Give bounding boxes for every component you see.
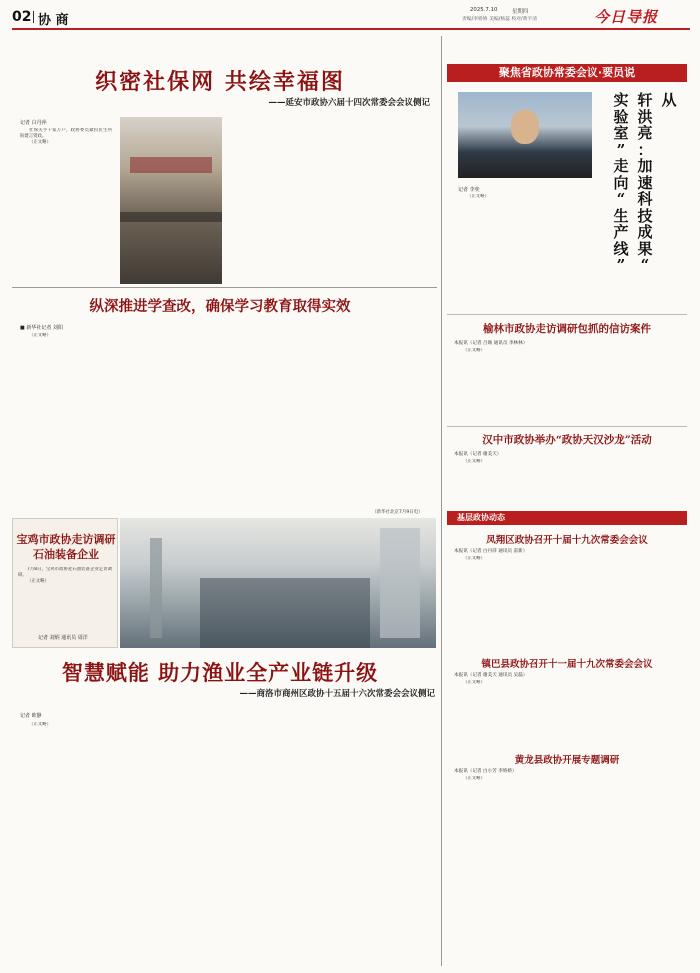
title-char: 速 [637, 173, 653, 192]
title-char: ： [637, 140, 653, 159]
lead-body-col3 [318, 117, 432, 287]
edition-date: 2025.7.10 [470, 7, 498, 13]
column-vertical-title [606, 92, 686, 287]
title-char: 室 [613, 124, 629, 142]
title-char: 产 [613, 223, 629, 241]
story-body-col4 [324, 333, 432, 493]
lead-subheadline: ——延安市政协六届十四次常委会会议侧记 [268, 98, 430, 108]
grassroots-body [454, 776, 682, 966]
grassroots-paragraph: （正文略） [463, 680, 485, 685]
news-body [454, 459, 682, 509]
grassroots-body [454, 680, 682, 752]
page-number: 02 [12, 9, 32, 25]
news-body [454, 348, 682, 422]
news-paragraph: （正文略） [463, 348, 485, 353]
grassroots-headline: 镇巴县政协召开十一届十九次常委会会议 [481, 659, 653, 670]
title-char: 成 [637, 223, 653, 241]
grassroots-byline: 本报讯（记者 白小芳 李娇娇） [454, 769, 517, 774]
section-divider [12, 287, 437, 288]
feature-paragraph: （正文略） [27, 579, 49, 585]
news-byline: 本报讯（记者 吕旸 通讯员 李林林） [454, 341, 528, 346]
lead-paragraph: （正文略） [29, 140, 51, 146]
lead-photo-meeting [120, 117, 222, 284]
story-body-col1 [20, 333, 112, 493]
column-body [458, 194, 598, 307]
title-char: 实 [613, 91, 629, 109]
section-title: 协 商 [38, 13, 69, 28]
masthead-divider [33, 11, 34, 23]
title-char: 验 [613, 107, 629, 126]
right-col-rule [447, 314, 687, 315]
lead-headline: 织密社保网 共绘幸福图 [95, 69, 345, 95]
feature-headline: 宝鸡市政协走访调研石油装备企业 [16, 533, 116, 561]
title-char: ” [616, 256, 626, 274]
title-char: 洪 [637, 107, 653, 126]
grassroots-headline: 黄龙县政协开展专题调研 [514, 755, 620, 766]
bottom-paragraph: （正文略） [29, 722, 51, 727]
grassroots-headline: 凤翔区政协召开十届十九次常委会会议 [486, 535, 648, 546]
news-headline: 汉中市政协举办“政协天汉沙龙”活动 [482, 434, 652, 446]
bottom-subheadline: ——商洛市商州区政协十五届十六次常委会会议侧记 [239, 689, 435, 699]
title-char: ” [616, 140, 626, 159]
grassroots-paragraph: （正文略） [463, 776, 485, 781]
title-char: 科 [637, 190, 653, 208]
grassroots-banner: 基层政协动态 [447, 511, 687, 525]
bottom-headline: 智慧赋能 助力渔业全产业链升级 [61, 660, 379, 685]
column-paragraph: （正文略） [467, 194, 489, 199]
lead-paragraph: 社保关乎千家万户，政协委员紧扣民生所盼建言资政。 [20, 128, 112, 140]
bottom-body-col2 [120, 712, 220, 967]
grassroots-body [454, 556, 682, 652]
title-char: 生 [613, 206, 629, 225]
grassroots-byline: 本报讯（记者 谢美天 通讯员 吴磊） [454, 673, 528, 678]
title-char: 走 [613, 157, 629, 175]
title-char: 线 [613, 239, 629, 258]
right-col-rule [447, 426, 687, 427]
title-char: 亮 [637, 124, 653, 142]
news-headline: 榆林市政协走访调研包抓的信访案件 [483, 323, 651, 335]
masthead-rule [12, 28, 690, 30]
story-source: （新华社北京7月9日电） [372, 510, 423, 515]
title-char: 技 [637, 206, 653, 225]
edition-weekday: 星期四 [512, 9, 529, 15]
bottom-body-col1 [20, 722, 116, 967]
title-char: 向 [613, 173, 629, 192]
lead-body-col2 [226, 117, 314, 287]
grassroots-byline: 本报讯（记者 白丹萍 通讯员 雷新） [454, 549, 528, 554]
feature-paragraph: 7月8日，宝鸡市政协赴石油装备企业走访调研。 [18, 567, 112, 579]
story-headline: 纵深推进学查改，确保学习教育取得实效 [89, 298, 351, 315]
story-paragraph: （正文略） [29, 333, 51, 338]
story-body-col2 [116, 333, 216, 493]
column-banner: 聚焦省政协常委会议·要员说 [447, 64, 687, 82]
bottom-body-col3 [224, 712, 328, 967]
column-divider [441, 36, 442, 966]
feature-byline: 记者 刘炳 通讯员 周洋 [38, 635, 88, 641]
news-paragraph: （正文略） [463, 459, 485, 464]
edition-editors: 责编/李娇娇 美编/杨蕊 校对/黄宇清 [462, 17, 538, 22]
feature-body [18, 567, 112, 627]
title-char: 加 [637, 157, 653, 175]
title-char: “ [640, 256, 650, 274]
story-byline: ■ 新华社记者 刘阳 [20, 325, 63, 331]
title-char: 从 [661, 91, 677, 109]
bottom-byline: 记者 欧静 [20, 713, 42, 719]
portrait-photo [458, 92, 592, 178]
news-byline: 本报讯（记者 谢美天） [454, 452, 502, 457]
factory-photo [120, 518, 436, 648]
title-char: 轩 [637, 91, 653, 109]
title-char: “ [616, 190, 626, 208]
title-char: 果 [637, 239, 653, 258]
bottom-body-col4 [332, 712, 436, 967]
grassroots-paragraph: （正文略） [463, 556, 485, 561]
lead-body-col1 [20, 128, 112, 261]
newspaper-logo: 今日导报 [594, 8, 659, 26]
column-byline: 记者 李奕 [458, 187, 480, 193]
lead-byline: 记者 白丹萍 [20, 120, 47, 126]
story-body-col3 [220, 333, 320, 493]
